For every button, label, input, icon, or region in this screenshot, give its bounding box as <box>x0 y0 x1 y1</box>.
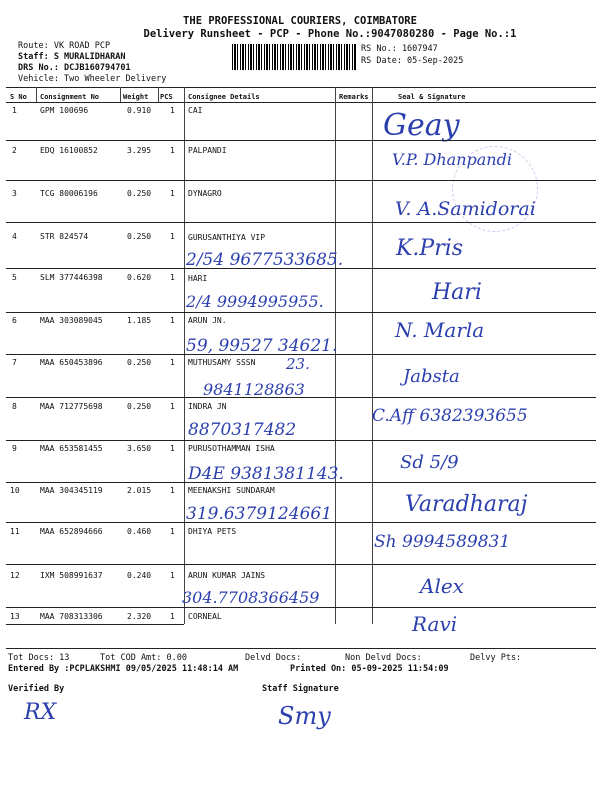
row-sno: 4 <box>12 232 17 241</box>
row-pcs: 1 <box>170 402 175 411</box>
delivered-docs: Delvd Docs: <box>245 653 302 663</box>
row-weight: 1.185 <box>127 316 152 325</box>
row-weight: 0.460 <box>127 527 152 536</box>
row-consignee: DHIYA PETS <box>188 527 237 536</box>
row-weight: 0.240 <box>127 571 152 580</box>
row-handwritten-note: 8870317482 <box>188 420 297 440</box>
row-pcs: 1 <box>170 189 175 198</box>
row-weight: 0.250 <box>127 402 152 411</box>
col-sno: S No <box>10 93 27 101</box>
row-consignment: MAA 712775698 <box>40 402 103 411</box>
printed-on: Printed On: 05-09-2025 11:54:09 <box>290 664 449 674</box>
row-pcs: 1 <box>170 612 175 621</box>
row-signature: C.Aff 6382393655 <box>372 406 528 426</box>
table-bottom-line <box>6 648 596 649</box>
row-consignment: MAA 652894666 <box>40 527 103 536</box>
row-handwritten-note: 2/54 9677533685. <box>186 250 344 270</box>
row-signature: Sd 5/9 <box>400 452 459 473</box>
non-delivered-docs: Non Delvd Docs: <box>345 653 422 663</box>
table-header-line <box>6 102 596 103</box>
row-signature: V.P. Dhanpandi <box>392 150 512 169</box>
row-signature: Varadharaj <box>405 492 528 517</box>
row-divider <box>6 607 596 608</box>
drs-number: DRS No.: DCJB160794701 <box>18 63 131 73</box>
row-handwritten-note: D4E 9381381143. <box>188 464 344 484</box>
row-weight: 0.910 <box>127 106 152 115</box>
row-pcs: 1 <box>170 444 175 453</box>
row-sno: 8 <box>12 402 17 411</box>
row-sno: 6 <box>12 316 17 325</box>
barcode <box>232 44 356 70</box>
row-weight: 0.250 <box>127 189 152 198</box>
row-consignment: GPM 100696 <box>40 106 89 115</box>
row-pcs: 1 <box>170 527 175 536</box>
row-consignment: STR 824574 <box>40 232 89 241</box>
col-consignment: Consignment No <box>40 93 100 101</box>
runsheet-title: Delivery Runsheet - PCP - Phone No.:9047080280 - Page No.:1 <box>143 28 517 40</box>
row-consignee: CORNEAL <box>188 612 222 621</box>
col-consignee: Consignee Details <box>188 93 260 101</box>
row-divider <box>6 140 596 141</box>
row-sno: 2 <box>12 146 17 155</box>
row-signature: K.Pris <box>396 236 464 261</box>
row-pcs: 1 <box>170 486 175 495</box>
staff: Staff: S MURALIDHARAN <box>18 52 126 62</box>
row-consignee: HARI <box>188 274 208 283</box>
row-consignee: DYNAGRO <box>188 189 222 198</box>
staff-signature-label: Staff Signature <box>262 684 339 694</box>
row-handwritten-note: 304.7708366459 <box>182 588 320 607</box>
row-consignment: MAA 650453896 <box>40 358 103 367</box>
delivery-points: Delvy Pts: <box>470 653 522 663</box>
row-sno: 9 <box>12 444 17 453</box>
row-weight: 0.250 <box>127 358 152 367</box>
staff-signature: Smy <box>278 702 331 730</box>
row-signature: V. A.Samidorai <box>395 198 536 220</box>
col-remarks: Remarks <box>339 93 369 101</box>
row-handwritten-note: 2/4 9994995955. <box>186 292 324 311</box>
company-name: THE PROFESSIONAL COURIERS, COIMBATORE <box>183 15 417 27</box>
row-weight: 2.015 <box>127 486 152 495</box>
route: Route: VK ROAD PCP <box>18 41 111 51</box>
row-consignee: PALPANDI <box>188 146 227 155</box>
rs-number: RS No.: 1607947 <box>361 44 438 54</box>
row-weight: 3.650 <box>127 444 152 453</box>
col-divider <box>120 87 121 102</box>
row-consignee: MUTHUSAMY SSSN <box>188 358 256 367</box>
row-pcs: 1 <box>170 106 175 115</box>
row-pcs: 1 <box>170 571 175 580</box>
row-signature: N. Marla <box>395 318 485 342</box>
row-sno: 5 <box>12 273 17 282</box>
row-consignment: IXM 508991637 <box>40 571 103 580</box>
row-divider <box>6 397 596 398</box>
col-pcs: PCS <box>160 93 173 101</box>
row-sno: 11 <box>10 527 20 536</box>
row-consignee: ARUN KUMAR JAINS <box>188 571 266 580</box>
row-consignment: MAA 304345119 <box>40 486 103 495</box>
rs-date: RS Date: 05-Sep-2025 <box>361 56 464 66</box>
row-consignee: GURUSANTHIYA VIP <box>188 233 266 242</box>
row-divider <box>6 482 596 483</box>
row-consignment: SLM 377446398 <box>40 273 103 282</box>
row-weight: 0.620 <box>127 273 152 282</box>
row-pcs: 1 <box>170 316 175 325</box>
row-sno: 10 <box>10 486 20 495</box>
row-sno: 12 <box>10 571 20 580</box>
row-weight: 2.320 <box>127 612 152 621</box>
col-weight: Weight <box>123 93 149 101</box>
row-divider <box>6 564 596 565</box>
row-handwritten-extra: 23. <box>286 355 310 373</box>
verified-by-label: Verified By <box>8 684 65 694</box>
row-handwritten-note: 319.6379124661 <box>186 504 333 524</box>
row-handwritten-note: 9841128863 <box>203 380 305 399</box>
col-seal-signature: Seal & Signature <box>398 93 466 101</box>
row-sno: 3 <box>12 189 17 198</box>
row-consignment: MAA 653581455 <box>40 444 103 453</box>
row-sno: 7 <box>12 358 17 367</box>
row-consignee: CAI <box>188 106 203 115</box>
row-consignment: MAA 303089045 <box>40 316 103 325</box>
row-pcs: 1 <box>170 358 175 367</box>
row-pcs: 1 <box>170 273 175 282</box>
vehicle: Vehicle: Two Wheeler Delivery <box>18 74 167 84</box>
table-top-line <box>6 87 596 88</box>
row-signature: Jabsta <box>403 366 460 387</box>
row-consignment: TCG 80006196 <box>40 189 98 198</box>
row-consignment: EDQ 16100852 <box>40 146 98 155</box>
row-consignee: ARUN JN. <box>188 316 227 325</box>
row-divider <box>6 312 596 313</box>
row-weight: 3.295 <box>127 146 152 155</box>
row-signature: Alex <box>420 574 464 598</box>
total-docs: Tot Docs: 13 <box>8 653 70 663</box>
row-consignee: MEENAKSHI SUNDARAM <box>188 486 275 495</box>
row-sno: 1 <box>12 106 17 115</box>
col-divider <box>158 87 159 102</box>
row-handwritten-note: 59, 99527 34621. <box>186 336 338 356</box>
col-divider <box>184 87 185 624</box>
col-divider <box>36 87 37 102</box>
row-divider <box>6 180 596 181</box>
row-consignment: MAA 708313306 <box>40 612 103 621</box>
row-weight: 0.250 <box>127 232 152 241</box>
row-sno: 13 <box>10 612 20 621</box>
entered-by: Entered By :PCPLAKSHMI 09/05/2025 11:48:14 AM <box>8 664 239 674</box>
verified-by-signature: RX <box>24 700 57 725</box>
row-signature: Geay <box>383 108 460 143</box>
row-signature: Sh 9994589831 <box>374 532 511 552</box>
row-divider <box>6 624 184 625</box>
col-divider <box>372 87 373 624</box>
row-divider <box>6 440 596 441</box>
row-signature: Hari <box>432 280 482 305</box>
row-signature: Ravi <box>412 612 458 636</box>
row-divider <box>6 268 596 269</box>
row-pcs: 1 <box>170 146 175 155</box>
row-divider <box>6 522 596 523</box>
row-consignee: PURUSOTHAMMAN ISHA <box>188 444 275 453</box>
row-divider <box>6 222 596 223</box>
total-cod-amount: Tot COD Amt: 0.00 <box>100 653 187 663</box>
row-pcs: 1 <box>170 232 175 241</box>
row-consignee: INDRA JN <box>188 402 227 411</box>
